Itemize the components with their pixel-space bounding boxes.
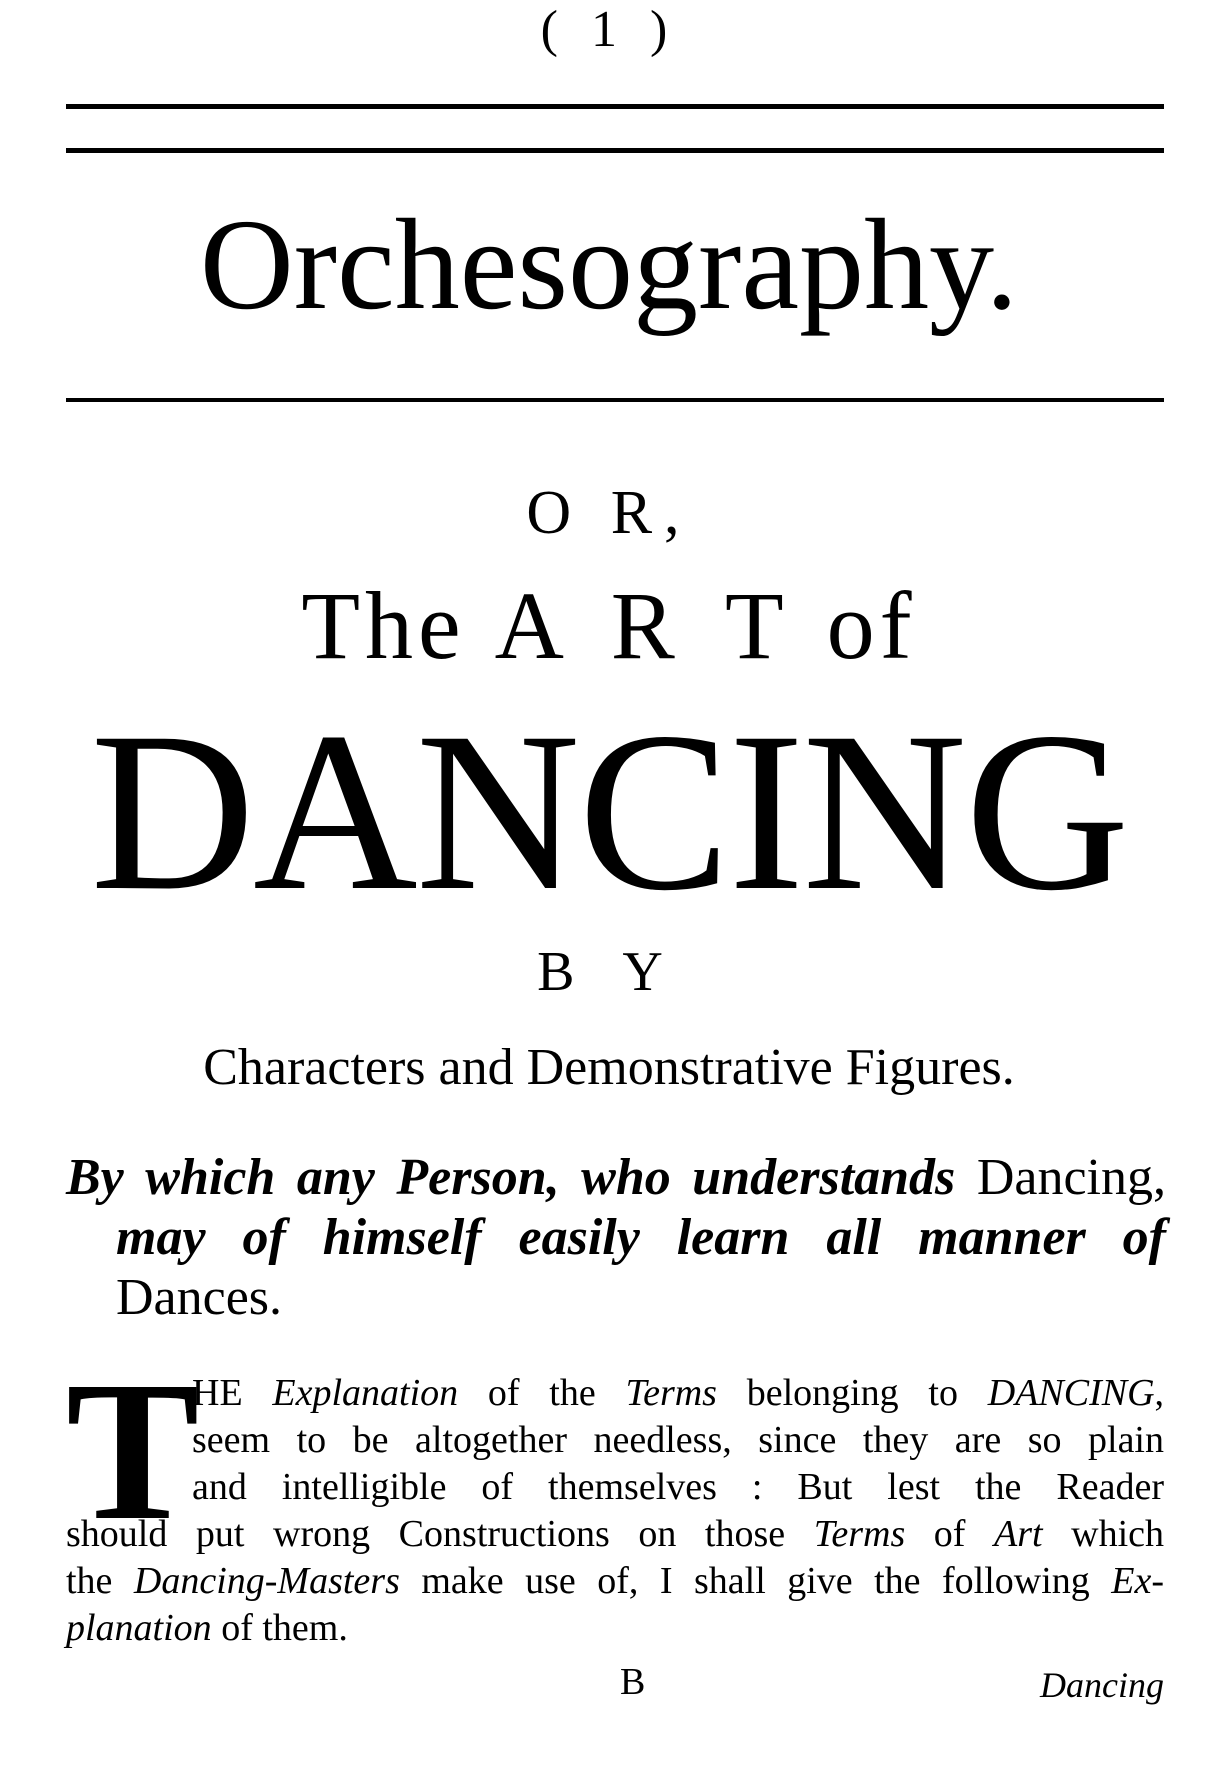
description-roman: Dancing, [955, 1149, 1166, 1206]
description-line-2: may of himself easily learn all manner of [116, 1209, 1166, 1266]
subtitle: Characters and Demonstrative Figures. [203, 1039, 1015, 1096]
page-number: ( 1 ) [540, 1, 678, 58]
art-the: The [301, 572, 466, 679]
by-line: B Y [537, 941, 681, 1003]
paragraph-line-2: seem to be altogether needless, since they are so plain [192, 1419, 1164, 1461]
signature-mark: B [620, 1661, 646, 1703]
description-block [66, 1148, 1166, 1328]
title-rule [66, 398, 1164, 402]
page-title: Orchesography. [199, 193, 1019, 337]
paragraph-line-4: should put wrong Constructions on those Terms of Art which [66, 1513, 1165, 1555]
art-line [0, 570, 1218, 681]
paragraph-line-5: the Dancing-Masters make use of, I shall give the following Ex- [66, 1560, 1164, 1602]
top-rule-2 [66, 148, 1164, 153]
drop-cap: T [66, 1341, 200, 1562]
top-rule-1 [66, 104, 1164, 109]
paragraph-line-3: and intelligible of themselves : But lest the Reader [192, 1466, 1164, 1508]
catchword: Dancing [1040, 1665, 1164, 1705]
description-line-3: Dances. [116, 1269, 283, 1326]
paragraph-line-6: planation of them. [66, 1607, 348, 1649]
body-paragraph [66, 1341, 1165, 1652]
or-line: O R, [526, 479, 692, 547]
art-of: of [826, 572, 917, 679]
paragraph-line-1: HE Explanation of the Terms belonging to DANCING, [192, 1372, 1165, 1414]
dancing-heading: DANCING [90, 686, 1128, 938]
description-italic: By which any Person, who understands [66, 1149, 956, 1206]
art-art: A R T [494, 572, 798, 679]
description-line-1 [66, 1148, 1166, 1208]
